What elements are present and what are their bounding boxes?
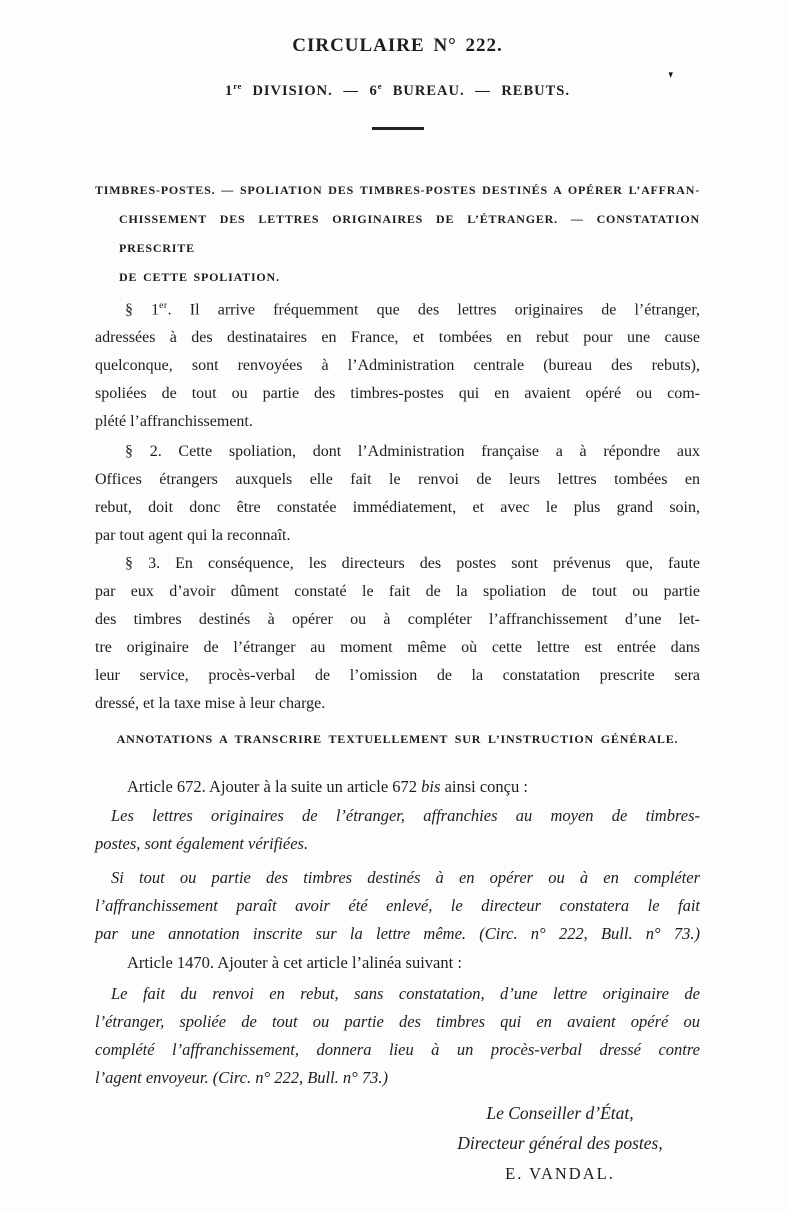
text-line: Si tout ou partie des timbres destinés à en opérer ou à en compléter: [111, 868, 700, 888]
quote-article-1470: [95, 980, 700, 1092]
text-line: adressées à des destinataires en France, et tombées en rebut pour une cause: [95, 329, 700, 347]
text-line: [95, 292, 700, 324]
signer-role: Directeur général des postes,: [457, 1133, 663, 1154]
article-bis-italic: bis: [421, 777, 441, 797]
subject-heading: [95, 176, 700, 292]
ink-spot-mark: ▾: [668, 69, 673, 81]
text-line: spoliées de tout ou partie des timbres-postes qui en avaient opéré ou com-: [95, 385, 700, 403]
text-line: l’étranger, spoliée de tout ou partie des timbres qui en avaient opéré ou: [95, 1012, 700, 1032]
paragraph-lines: [95, 324, 700, 436]
annotations-heading: ANNOTATIONS A TRANSCRIRE TEXTUELLEMENT SUR L’INSTRUCTION GÉNÉRALE.: [116, 732, 679, 747]
text-line: par tout agent qui la reconnaît.: [95, 527, 291, 545]
text-line: tre originaire de l’étranger au moment même où cette lettre est entrée dans: [95, 639, 700, 657]
article-text: ainsi conçu :: [440, 777, 528, 797]
text-line: complété l’affranchissement, donnera lieu à un procès-verbal dressé contre: [95, 1040, 700, 1060]
page-title: CIRCULAIRE N° 222.: [292, 35, 503, 56]
article-1470-intro: Article 1470. Ajouter à cet article l’alinéa suivant :: [127, 953, 462, 973]
division-line: [95, 76, 700, 101]
signer-name: E. VANDAL.: [505, 1164, 615, 1184]
signature-block: [395, 1098, 725, 1190]
text-line: quelconque, sont renvoyées à l’Administration centrale (bureau des rebuts),: [95, 357, 700, 375]
text-line: § 3. En conséquence, les directeurs des postes sont prévenus que, faute: [125, 555, 700, 573]
division-number: 1: [225, 82, 234, 99]
paragraph-2: [95, 438, 700, 550]
text-line: plété l’affranchissement.: [95, 413, 253, 431]
text-line: rebut, doit donc être constatée immédiatement, et avec le plus grand soin,: [95, 499, 700, 517]
paragraph-text: . Il arrive fréquemment que des lettres originaires de l’étranger,: [167, 301, 701, 319]
text-line: CHISSEMENT DES LETTRES ORIGINAIRES DE L’ÉTRANGER. — CONSTATATION PRESCRITE: [119, 211, 700, 255]
quote-article-672bis: [95, 864, 700, 948]
ordinal-superscript: er: [159, 299, 168, 311]
section-rule: [372, 127, 424, 130]
text-line: des timbres destinés à opérer ou à compléter l’affranchissement d’une let-: [95, 611, 700, 629]
text-line: l’agent envoyeur. (Circ. n° 222, Bull. n° 73.): [95, 1068, 389, 1088]
text-line: dressé, et la taxe mise à leur charge.: [95, 695, 326, 713]
article-text: Article 672. Ajouter à la suite un article 672: [127, 777, 422, 797]
ordinal-superscript: re: [233, 81, 242, 91]
quote-article-672: [95, 802, 700, 858]
signer-title: Le Conseiller d’État,: [486, 1103, 634, 1124]
article-672-intro: [95, 774, 700, 800]
text-line: § 2. Cette spoliation, dont l’Administration française a à répondre aux: [125, 443, 700, 461]
paragraph-1: [95, 292, 700, 436]
ordinal-superscript: e: [377, 81, 383, 91]
paragraph-3: [95, 550, 700, 718]
text-line: TIMBRES-POSTES. — SPOLIATION DES TIMBRES-POSTES DESTINÉS A OPÉRER L’AFFRAN-: [95, 182, 700, 197]
text-line: Le fait du renvoi en rebut, sans constatation, d’une lettre originaire de: [111, 984, 700, 1004]
section-symbol: § 1: [125, 301, 160, 319]
text-line: par eux d’avoir dûment constaté le fait de la spoliation de tout ou partie: [95, 583, 700, 601]
text-line: postes, sont également vérifiées.: [95, 834, 309, 854]
division-text: DIVISION. — 6: [241, 82, 378, 99]
division-text: BUREAU. — REBUTS.: [382, 82, 570, 99]
text-line: par une annotation inscrite sur la lettre même. (Circ. n° 222, Bull. n° 73.): [95, 924, 700, 944]
text-line: Offices étrangers auxquels elle fait le renvoi de leurs lettres tombées en: [95, 471, 700, 489]
text-line: DE CETTE SPOLIATION.: [119, 269, 280, 284]
text-line: Les lettres originaires de l’étranger, affranchies au moyen de timbres-: [111, 806, 700, 826]
text-line: l’affranchissement paraît avoir été enlevé, le directeur constatera le fait: [95, 896, 700, 916]
text-line: leur service, procès-verbal de l’omission de la constatation prescrite sera: [95, 667, 700, 685]
